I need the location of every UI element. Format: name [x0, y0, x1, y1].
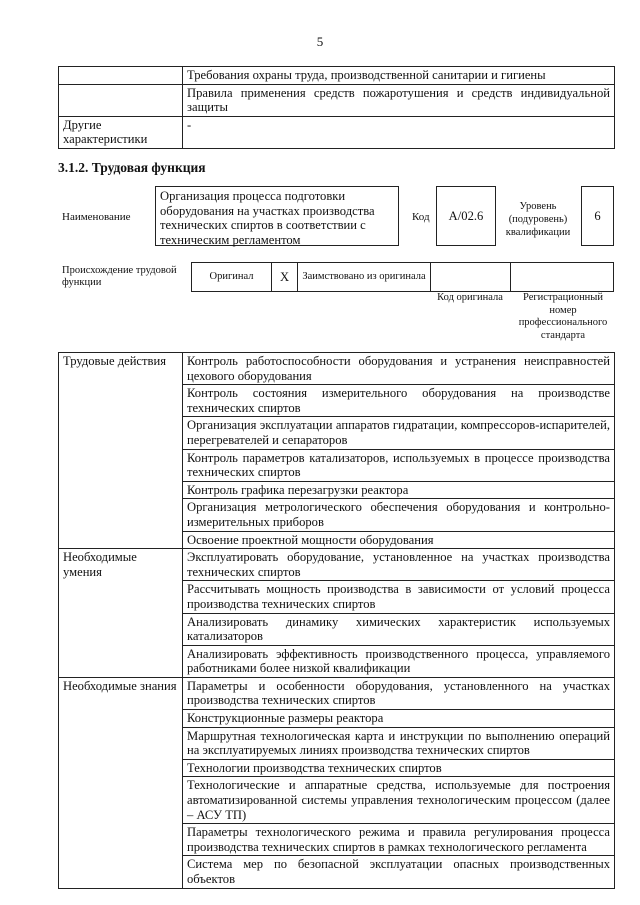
table-row [59, 116, 615, 148]
reg-number-label: Регистрационный номер профессионального стандарта [518, 292, 608, 341]
origin-row [191, 262, 614, 292]
item-text: Анализировать эффективность производственного процесса, управляемого работниками более низкой квалификации [183, 645, 615, 677]
row-text: Требования охраны труда, производственной санитарии и гигиены [183, 67, 615, 85]
main-table [58, 352, 615, 889]
group-label: Трудовые действия [59, 353, 183, 549]
item-text: Конструкционные размеры реактора [183, 710, 615, 728]
level-value: 6 [581, 186, 614, 246]
item-text: Технологии производства технических спиртов [183, 759, 615, 777]
original-label: Оригинал [192, 263, 272, 291]
item-text: Параметры технологического режима и правила регулирования процесса производства технических спиртов в рамках технологического регламента [183, 824, 615, 856]
row-label [59, 67, 183, 85]
item-text: Технологические и аппаратные средства, используемые для построения автоматизированной системы управления технологическим процессом (далее – АСУ ТП) [183, 777, 615, 824]
item-text: Параметры и особенности оборудования, установленного на участках производства технических спиртов [183, 677, 615, 709]
item-text: Контроль графика перезагрузки реактора [183, 481, 615, 499]
borrowed-label: Заимствовано из оригинала [298, 263, 431, 291]
row-label: Другие характеристики [59, 116, 183, 148]
section-title: 3.1.2. Трудовая функция [58, 160, 206, 175]
original-mark: X [272, 263, 298, 291]
item-text: Маршрутная технологическая карта и инструкции по выполнению операций на эксплуатируемых линиях производства технических спиртов [183, 727, 615, 759]
code-value: А/02.6 [436, 186, 496, 246]
row-label [59, 84, 183, 116]
table-row [59, 549, 615, 581]
item-text: Контроль параметров катализаторов, используемых в процессе производства технических спиртов [183, 449, 615, 481]
origin-reg-cell [511, 263, 613, 291]
table-row [59, 353, 615, 385]
row-text: - [183, 116, 615, 148]
code-original-label: Код оригинала [437, 292, 503, 303]
table-row [59, 677, 615, 709]
item-text: Анализировать динамику химических характеристик используемых катализаторов [183, 613, 615, 645]
item-text: Контроль работоспособности оборудования и устранения неисправностей цехового оборудования [183, 353, 615, 385]
item-text: Рассчитывать мощность производства в зависимости от условий процесса производства технических спиртов [183, 581, 615, 613]
table-row [59, 84, 615, 116]
level-label: Уровень (подуровень) квалификации [505, 201, 571, 238]
group-label: Необходимые знания [59, 677, 183, 888]
item-text: Система мер по безопасной эксплуатации опасных производственных объектов [183, 856, 615, 888]
top-table [58, 66, 615, 149]
page-number: 5 [316, 34, 324, 49]
item-text: Эксплуатировать оборудование, установленное на участках производства технических спиртов [183, 549, 615, 581]
item-text: Контроль состояния измерительного оборудования на производстве технических спиртов [183, 385, 615, 417]
origin-code-cell [431, 263, 511, 291]
name-label: Наименование [62, 211, 131, 223]
table-row [59, 67, 615, 85]
item-text: Организация метрологического обеспечения оборудования и контрольно-измерительных приборов [183, 499, 615, 531]
item-text: Освоение проектной мощности оборудования [183, 531, 615, 549]
item-text: Организация эксплуатации аппаратов гидратации, компрессоров-испарителей, перегревателей и сепараторов [183, 417, 615, 449]
origin-label: Происхождение трудовой функции [62, 265, 177, 288]
row-text: Правила применения средств пожаротушения и средств индивидуальной защиты [183, 84, 615, 116]
group-label: Необходимые умения [59, 549, 183, 678]
function-name: Организация процесса подготовки оборудования на участках производства технических спиртов в соответствии с техническим регламентом [155, 186, 399, 246]
code-label: Код [412, 211, 430, 223]
